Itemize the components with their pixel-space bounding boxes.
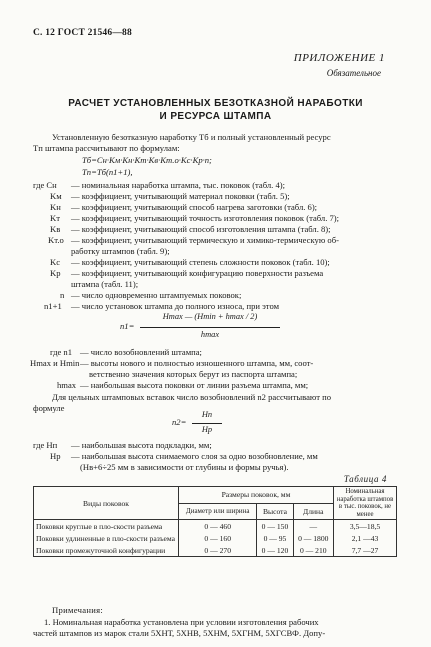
cell-type: Поковки промежуточной конфигурации [34,544,179,557]
def-text: — число одновременно штампуемых поковок; [71,290,242,300]
cell-nominal: 2,1 —43 [334,532,397,544]
def-sym: где n1 [50,347,73,357]
note1-line1: 1. Номинальная наработка установлена при условии изготовления рабочих [44,617,319,627]
note1-line2: частей штампов из марок стали 5ХНТ, 5ХНВ, 5ХНМ, 5ХГНМ, 5ХГСВФ. Допу- [33,628,326,638]
cell-length: — [293,520,333,533]
n2-fraction-bar [192,423,222,424]
def-sym: Kс [50,257,61,267]
def-text: — коэффициент, учитывающий степень сложности поковок (табл. 10); [71,257,330,267]
appendix-label: ПРИЛОЖЕНИЕ 1 [293,52,385,64]
def-sym: Kм [50,191,62,201]
def-sym: Kт.о [48,235,64,245]
n1-lhs: n1= [120,321,135,331]
def-sym: Kн [50,202,61,212]
cell-diam: 0 — 160 [179,532,257,544]
table-row [34,520,397,533]
col-header-height: Высота [257,503,293,520]
section-title-line1: РАСЧЕТ УСТАНОВЛЕННЫХ БЕЗОТКАЗНОЙ НАРАБОТКИ [68,98,363,109]
cell-nominal: 7,7 —27 [334,544,397,557]
def-sym: Hр [50,451,61,461]
cell-length: 0 — 210 [293,544,333,557]
formula-tb: Tб=Cн·Kм·Kн·Kт·Kв·Kт.о·Kс·Kр·n; [82,155,212,165]
def-text: — высоты нового и полностью изношенного штампа, мм, соот- [80,358,314,368]
def-text: — коэффициент, учитывающий термическую и химико-термическую об- [71,235,339,245]
def-text: (Hв+6÷25 мм в зависимости от глубины и формы ручья). [80,462,289,472]
intro-line2: Tп штампа рассчитывают по формулам: [33,143,180,153]
cell-type: Поковки удлиненные в пло-скости разъема [34,532,179,544]
def-text: работку штампов (табл. 9); [71,246,170,256]
col-header-sizes: Размеры поковок, мм [179,487,334,504]
intro-line1: Установленную безотказную наработку Tб и полный установленный ресурс [52,132,331,142]
cell-diam: 0 — 270 [179,544,257,557]
def-text: — коэффициент, учитывающий конфигурацию поверхности разъема [71,268,324,278]
def-sym: Kт [50,213,60,223]
col-header-diam: Диаметр или ширина [179,503,257,520]
def-text: штампа (табл. 11); [71,279,139,289]
cell-height: 0 — 120 [257,544,293,557]
def-text: — коэффициент, учитывающий способ изготовления штампа (табл. 8); [71,224,331,234]
def-sym: hmax [57,380,77,390]
def-sym: Kв [50,224,61,234]
def-text: — коэффициент, учитывающий материал поковки (табл. 5); [71,191,290,201]
cell-type: Поковки круглые в пло-скости разъема [34,520,179,533]
n2-denominator: Hр [201,425,213,434]
def-text: — наибольшая высота поковки от линии разъема штампа, мм; [80,380,309,390]
table-caption-visible: Таблица 4 [343,474,387,484]
formula-tp: Tп=Tб(n1+1), [82,167,133,177]
def-sym: где Hп [33,440,58,450]
def-text: — наибольшая высота подкладки, мм; [71,440,212,450]
def-sym: n [60,290,65,300]
n1-denominator: hmax [200,330,220,339]
n2-lhs-visible: n2= [172,417,187,427]
table-row [34,544,397,557]
n2-numerator: Hп [201,410,213,419]
def-sym: n1+1 [44,301,62,311]
cell-nominal: 3,5—18,5 [334,520,397,533]
def-text: — коэффициент, учитывающий точность изготовления поковок (табл. 7); [71,213,340,223]
notes-heading: Примечания: [52,605,104,615]
def-text: — номинальная наработка штампа, тыс. поковок (табл. 4); [71,180,286,190]
table-4 [33,486,397,557]
def-text: — коэффициент, учитывающий способ нагрева заготовки (табл. 6); [71,202,318,212]
cell-height: 0 — 150 [257,520,293,533]
appendix-status: Обязательное [326,68,381,78]
def-sym: Kр [50,268,61,278]
def-sym: где Cн [33,180,57,190]
cell-height: 0 — 95 [257,532,293,544]
table-row [34,532,397,544]
running-header: С. 12 ГОСТ 21546—88 [33,28,132,38]
col-header-type: Виды поковок [34,487,179,520]
def-text: ветственно значения которых берут из паспорта штампа; [89,369,298,379]
inserts-line2: формуле [33,403,65,413]
def-text: — наибольшая высота снимаемого слоя за одно возобновление, мм [71,451,318,461]
def-text: — число возобновлений штампа; [80,347,202,357]
n1-numerator: Hmax — (Hmin + hmax / 2) [162,312,258,321]
col-header-nominal: Номинальная наработка штампов в тыс. поковок, не менее [334,487,397,520]
cell-diam: 0 — 460 [179,520,257,533]
cell-length: 0 — 1800 [293,532,333,544]
inserts-line1: Для цельных штамповых вставок число возобновлений n2 рассчитывают по [52,392,332,402]
def-text: — число установок штампа до полного износа, при этом [71,301,280,311]
def-sym: Hmax и Hmin [30,358,80,368]
section-title-line2: И РЕСУРСА ШТАМПА [159,111,272,122]
col-header-length: Длина [293,503,333,520]
